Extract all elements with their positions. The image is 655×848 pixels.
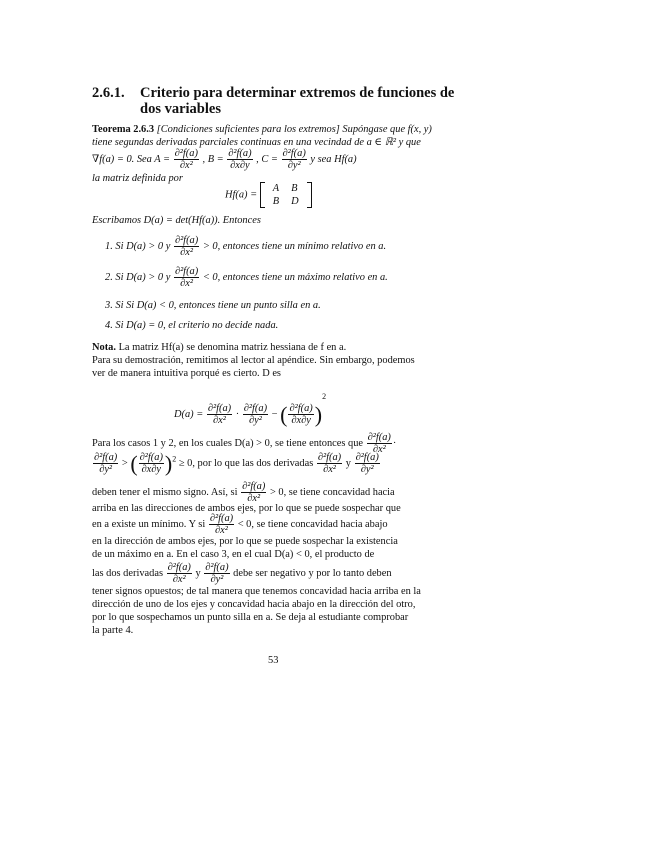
fraction-denominator: ∂x²: [179, 160, 193, 171]
exponent: 2: [322, 392, 327, 401]
para-line8: [92, 562, 392, 585]
fraction-numerator: ∂²f(a): [174, 148, 198, 159]
fraction-denominator: ∂y²: [210, 574, 224, 585]
fraction-fyy: [204, 562, 229, 585]
nota-line2: Para su demostración, remitimos al lector al apéndice. Sin embargo, podemos: [92, 355, 415, 366]
fraction-denominator: ∂y²: [99, 464, 113, 475]
para-text: debe ser negativo y por lo tanto deben: [233, 567, 392, 579]
fraction-fxx: [174, 148, 199, 171]
paren-open: (: [130, 451, 138, 476]
list-item-text: Si Si D(a) < 0, entonces tiene un punto silla en a.: [115, 300, 321, 311]
theorem-line3-B: , B =: [202, 153, 224, 165]
fraction-denominator: ∂x∂y: [291, 415, 311, 427]
list-item-number: 1.: [105, 240, 113, 252]
fraction-numerator: ∂²f(a): [289, 403, 313, 415]
fraction-numerator: ∂²f(a): [242, 481, 266, 492]
fraction-denominator: ∂y²: [287, 160, 301, 171]
fraction-denominator: ∂x²: [213, 415, 226, 427]
fraction-fxx: [209, 513, 234, 536]
fraction-numerator: ∂²f(a): [94, 452, 118, 463]
fraction-fxy: [227, 148, 252, 171]
fraction-fyy: [282, 148, 307, 171]
matrix-cell: D: [291, 196, 299, 207]
fraction-fxy: [288, 403, 313, 426]
section-title-line2: dos variables: [140, 101, 221, 117]
fraction-numerator: ∂²f(a): [139, 452, 163, 463]
fraction-numerator: ∂²f(a): [174, 235, 199, 246]
minus-operator: −: [271, 409, 278, 420]
dot-operator: ·: [235, 409, 240, 420]
fraction-numerator: ∂²f(a): [282, 148, 306, 159]
fraction-denominator: ∂x²: [172, 574, 186, 585]
list-item-pre: Si D(a) > 0 y: [115, 240, 171, 252]
fraction-numerator: ∂²f(a): [243, 403, 268, 415]
para-line7: de un máximo en a. En el caso 3, en el cual D(a) < 0, el producto de: [92, 549, 375, 560]
list-item-text: Si D(a) = 0, el criterio no decide nada.: [115, 320, 279, 331]
para-text: las dos derivadas: [92, 567, 163, 579]
theorem-line3-end: y sea Hf(a): [310, 153, 357, 165]
list-item: [105, 235, 386, 258]
fraction-fxx: [174, 266, 199, 289]
list-item-post: < 0, entonces tiene un máximo relativo en a.: [202, 271, 388, 283]
theorem-line2: tiene segundas derivadas parciales continuas en una vecindad de a ∈ ℝ² y que: [92, 137, 421, 148]
paren-close: ): [164, 451, 173, 476]
para-text: y: [195, 567, 201, 579]
fraction-denominator: ∂y²: [360, 464, 374, 475]
para-line5: [92, 513, 388, 536]
theorem-label: Teorema 2.6.3: [92, 124, 155, 135]
para-text: ≥ 0, por lo que las dos derivadas: [178, 457, 314, 469]
para-text: Para los casos 1 y 2, en los cuales D(a) > 0, se tiene entonces que: [92, 437, 364, 449]
theorem-text-1: [Condiciones suficientes para los extremos] Supóngase que f(x, y): [156, 124, 432, 135]
fraction-numerator: ∂²f(a): [205, 562, 229, 573]
hessian-equation: [225, 182, 312, 208]
nota-text-1: La matriz Hf(a) se denomina matriz hessiana de f en a.: [118, 342, 347, 353]
fraction-numerator: ∂²f(a): [167, 562, 191, 573]
paren-open: (: [280, 402, 288, 428]
fraction-numerator: ∂²f(a): [174, 266, 199, 277]
fraction-denominator: ∂x²: [215, 525, 228, 536]
fraction-fxx: [174, 235, 199, 258]
para-text: < 0, se tiene concavidad hacia abajo: [237, 518, 388, 530]
fraction-fxy: [139, 452, 164, 475]
fraction-numerator: ∂²f(a): [209, 513, 234, 524]
fraction-denominator: ∂x∂y: [141, 464, 162, 475]
theorem-line1: [92, 123, 432, 136]
fraction-numerator: ∂²f(a): [207, 403, 232, 415]
fraction-denominator: ∂x∂y: [230, 160, 250, 171]
nota-line3: ver de manera intuitiva porqué es cierto. D es: [92, 368, 281, 379]
nota-line1: [92, 341, 346, 354]
para-line10: dirección de uno de los ejes y concavidad hacia abajo en la dirección del otro,: [92, 599, 416, 610]
page-number: 53: [268, 655, 279, 666]
fraction-denominator: ∂y²: [248, 415, 262, 427]
para-line1: Para los casos 1 y 2, en los cuales D(a) > 0, se tiene entonces que $\frac{\text{∂²f(a)}}{\text{∂x²}}$ ·: [92, 432, 397, 455]
fraction-fxx: [241, 481, 266, 504]
para-line9: tener signos opuestos; de tal manera que tenemos concavidad hacia arriba en la: [92, 586, 421, 597]
section-title-line1: Criterio para determinar extremos de funciones de: [140, 85, 455, 101]
fraction-denominator: ∂x²: [180, 278, 193, 289]
para-line2: $\frac{\text{∂²f(a)}}{\text{∂y²}}$ > ( $\frac{\text{∂²f(a)}}{\partial x\partial y}$ )$^2$ ≥ 0, por lo que las dos derivadas $\frac{\text{∂²f(a)}}{\text{∂x²}}$ y $\frac{\text{∂²f(a)}}{\text{∂y²}}$: [94, 451, 379, 476]
fraction-denominator: ∂x²: [372, 444, 386, 455]
hessian-matrix: [260, 182, 312, 208]
display-equation: [174, 390, 326, 426]
fraction-numerator: ∂²f(a): [355, 452, 379, 463]
matrix-cell: A: [272, 183, 280, 194]
escribamos-line: Escribamos D(a) = det(Hf(a)). Entonces: [92, 215, 261, 226]
list-item-number: 2.: [105, 271, 113, 283]
fraction-fxx: [207, 403, 232, 426]
list-item-pre: Si D(a) > 0 y: [115, 271, 171, 283]
fraction-fyy: [355, 452, 380, 475]
para-line12: la parte 4.: [92, 625, 134, 636]
nota-label: Nota.: [92, 342, 116, 353]
fraction-denominator: ∂x²: [247, 493, 261, 504]
fraction-fyy: [243, 403, 268, 426]
theorem-line3: [92, 148, 357, 171]
theorem-line3-C: , C =: [256, 153, 278, 165]
matrix-cell: B: [291, 183, 298, 194]
para-text: en a existe un mínimo. Y si: [92, 518, 206, 530]
list-item: [105, 319, 278, 332]
para-line6: en la dirección de ambos ejes, por lo que se puede sospechar la existencia: [92, 536, 398, 547]
fraction-fxx: [317, 452, 342, 475]
fraction-numerator: ∂²f(a): [367, 432, 391, 443]
para-line11: por lo que sospechamos un punto silla en a. Se deja al estudiante comprobar: [92, 612, 409, 623]
fraction-fxx: [167, 562, 192, 585]
exponent: 2: [172, 454, 177, 464]
display-lhs: D(a) =: [174, 409, 204, 420]
fraction-denominator: ∂x²: [323, 464, 336, 475]
list-item: [105, 299, 321, 312]
fraction-numerator: ∂²f(a): [317, 452, 342, 463]
para-line4: arriba en las direcciones de ambos ejes, por lo que se puede sospechar que: [92, 503, 401, 514]
section-number-text: 2.6.1.: [92, 85, 125, 101]
list-item-number: 3.: [105, 300, 113, 311]
list-item-post: > 0, entonces tiene un mínimo relativo en a.: [202, 240, 387, 252]
list-item-number: 4.: [105, 320, 113, 331]
hessian-lhs: Hf(a) =: [225, 189, 258, 201]
theorem-line4: la matriz definida por: [92, 173, 183, 184]
fraction-fyy: [93, 452, 118, 475]
para-text: > 0, se tiene concavidad hacia: [269, 486, 395, 498]
theorem-line3-start: ∇f(a) = 0. Sea A =: [92, 153, 171, 165]
fraction-numerator: ∂²f(a): [228, 148, 252, 159]
matrix-cell: B: [272, 196, 280, 207]
section-number: [92, 85, 125, 102]
para-line3: [92, 481, 395, 504]
list-item: [105, 266, 388, 289]
para-text: deben tener el mismo signo. Así, si: [92, 486, 238, 498]
paren-close: ): [314, 402, 323, 428]
fraction-denominator: ∂x²: [180, 247, 193, 258]
para-text: y: [345, 457, 351, 469]
